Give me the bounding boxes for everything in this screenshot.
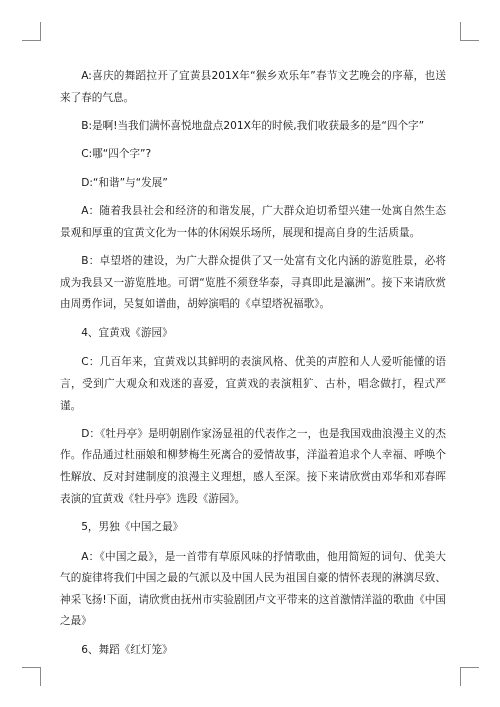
paragraph: A:喜庆的舞蹈拉开了宜黄县201X年“猴乡欢乐年”春节文艺晚会的序幕，也送来了春的气息。 (60, 70, 446, 104)
paragraph: C:哪“四个字”? (81, 148, 152, 161)
paragraph: D:“和谐”与“发展” (81, 176, 168, 189)
section-heading: 5，男独《中国之最》 (81, 521, 184, 534)
section-heading: 6、舞蹈《红灯笼》 (81, 643, 173, 656)
paragraph: B：卓望塔的建设，为广大群众提供了又一处富有文化内涵的游览胜景，必将成为我县又一游览胜地。可谓“览胜不须登华泰，寻真即此是瀛洲”。接下来请欣赏由周勇作词，吴复如谱曲，胡婷演唱的《卓望塔祝福歌》。 (60, 255, 446, 311)
paragraph: C：几百年来，宜黄戏以其鲜明的表演风格、优美的声腔和人人爱听能懂的语言，受到广大观众和戏迷的喜爱，宜黄戏的表演粗犷、古朴，唱念做打，程式严谨。 (60, 356, 446, 412)
paragraph: B:是啊!当我们满怀喜悦地盘点201X年的时候,我们收获最多的是“四个字” (81, 119, 425, 132)
paragraph: A：《中国之最》，是一首带有草原风味的抒情歌曲，他用简短的词句、优美大气的旋律将我们中国之最的气派以及中国人民为祖国自豪的情怀表现的淋漓尽致、神采飞扬!下面，请欣赏由抚州市实验剧团卢文平带来的这首激情洋溢的歌曲《中国之最》 (60, 550, 446, 628)
crop-mark-bottom-left (22, 667, 41, 686)
crop-mark-top-right (460, 22, 479, 41)
crop-mark-top-left (22, 22, 41, 41)
crop-mark-bottom-right (460, 667, 479, 686)
section-heading: 4、宜黄戏《游园》 (81, 326, 173, 339)
document-body (60, 66, 446, 669)
paragraph: D：《牡丹亭》是明朝剧作家汤显祖的代表作之一，也是我国戏曲浪漫主义的杰作。作品通过杜丽娘和柳梦梅生死离合的爱情故事，洋溢着追求个人幸福、呼唤个性解放、反对封建制度的浪漫主义理想，感人至深。接下来请欣赏由邓华和邓春晖表演的宜黄戏《牡丹亭》选段《游园》。 (60, 427, 446, 505)
paragraph: A：随着我县社会和经济的和谐发展，广大群众迫切希望兴建一处寓自然生态景观和厚重的宜黄文化为一体的休闲娱乐场所，展现和提高自身的生活质量。 (60, 205, 446, 239)
